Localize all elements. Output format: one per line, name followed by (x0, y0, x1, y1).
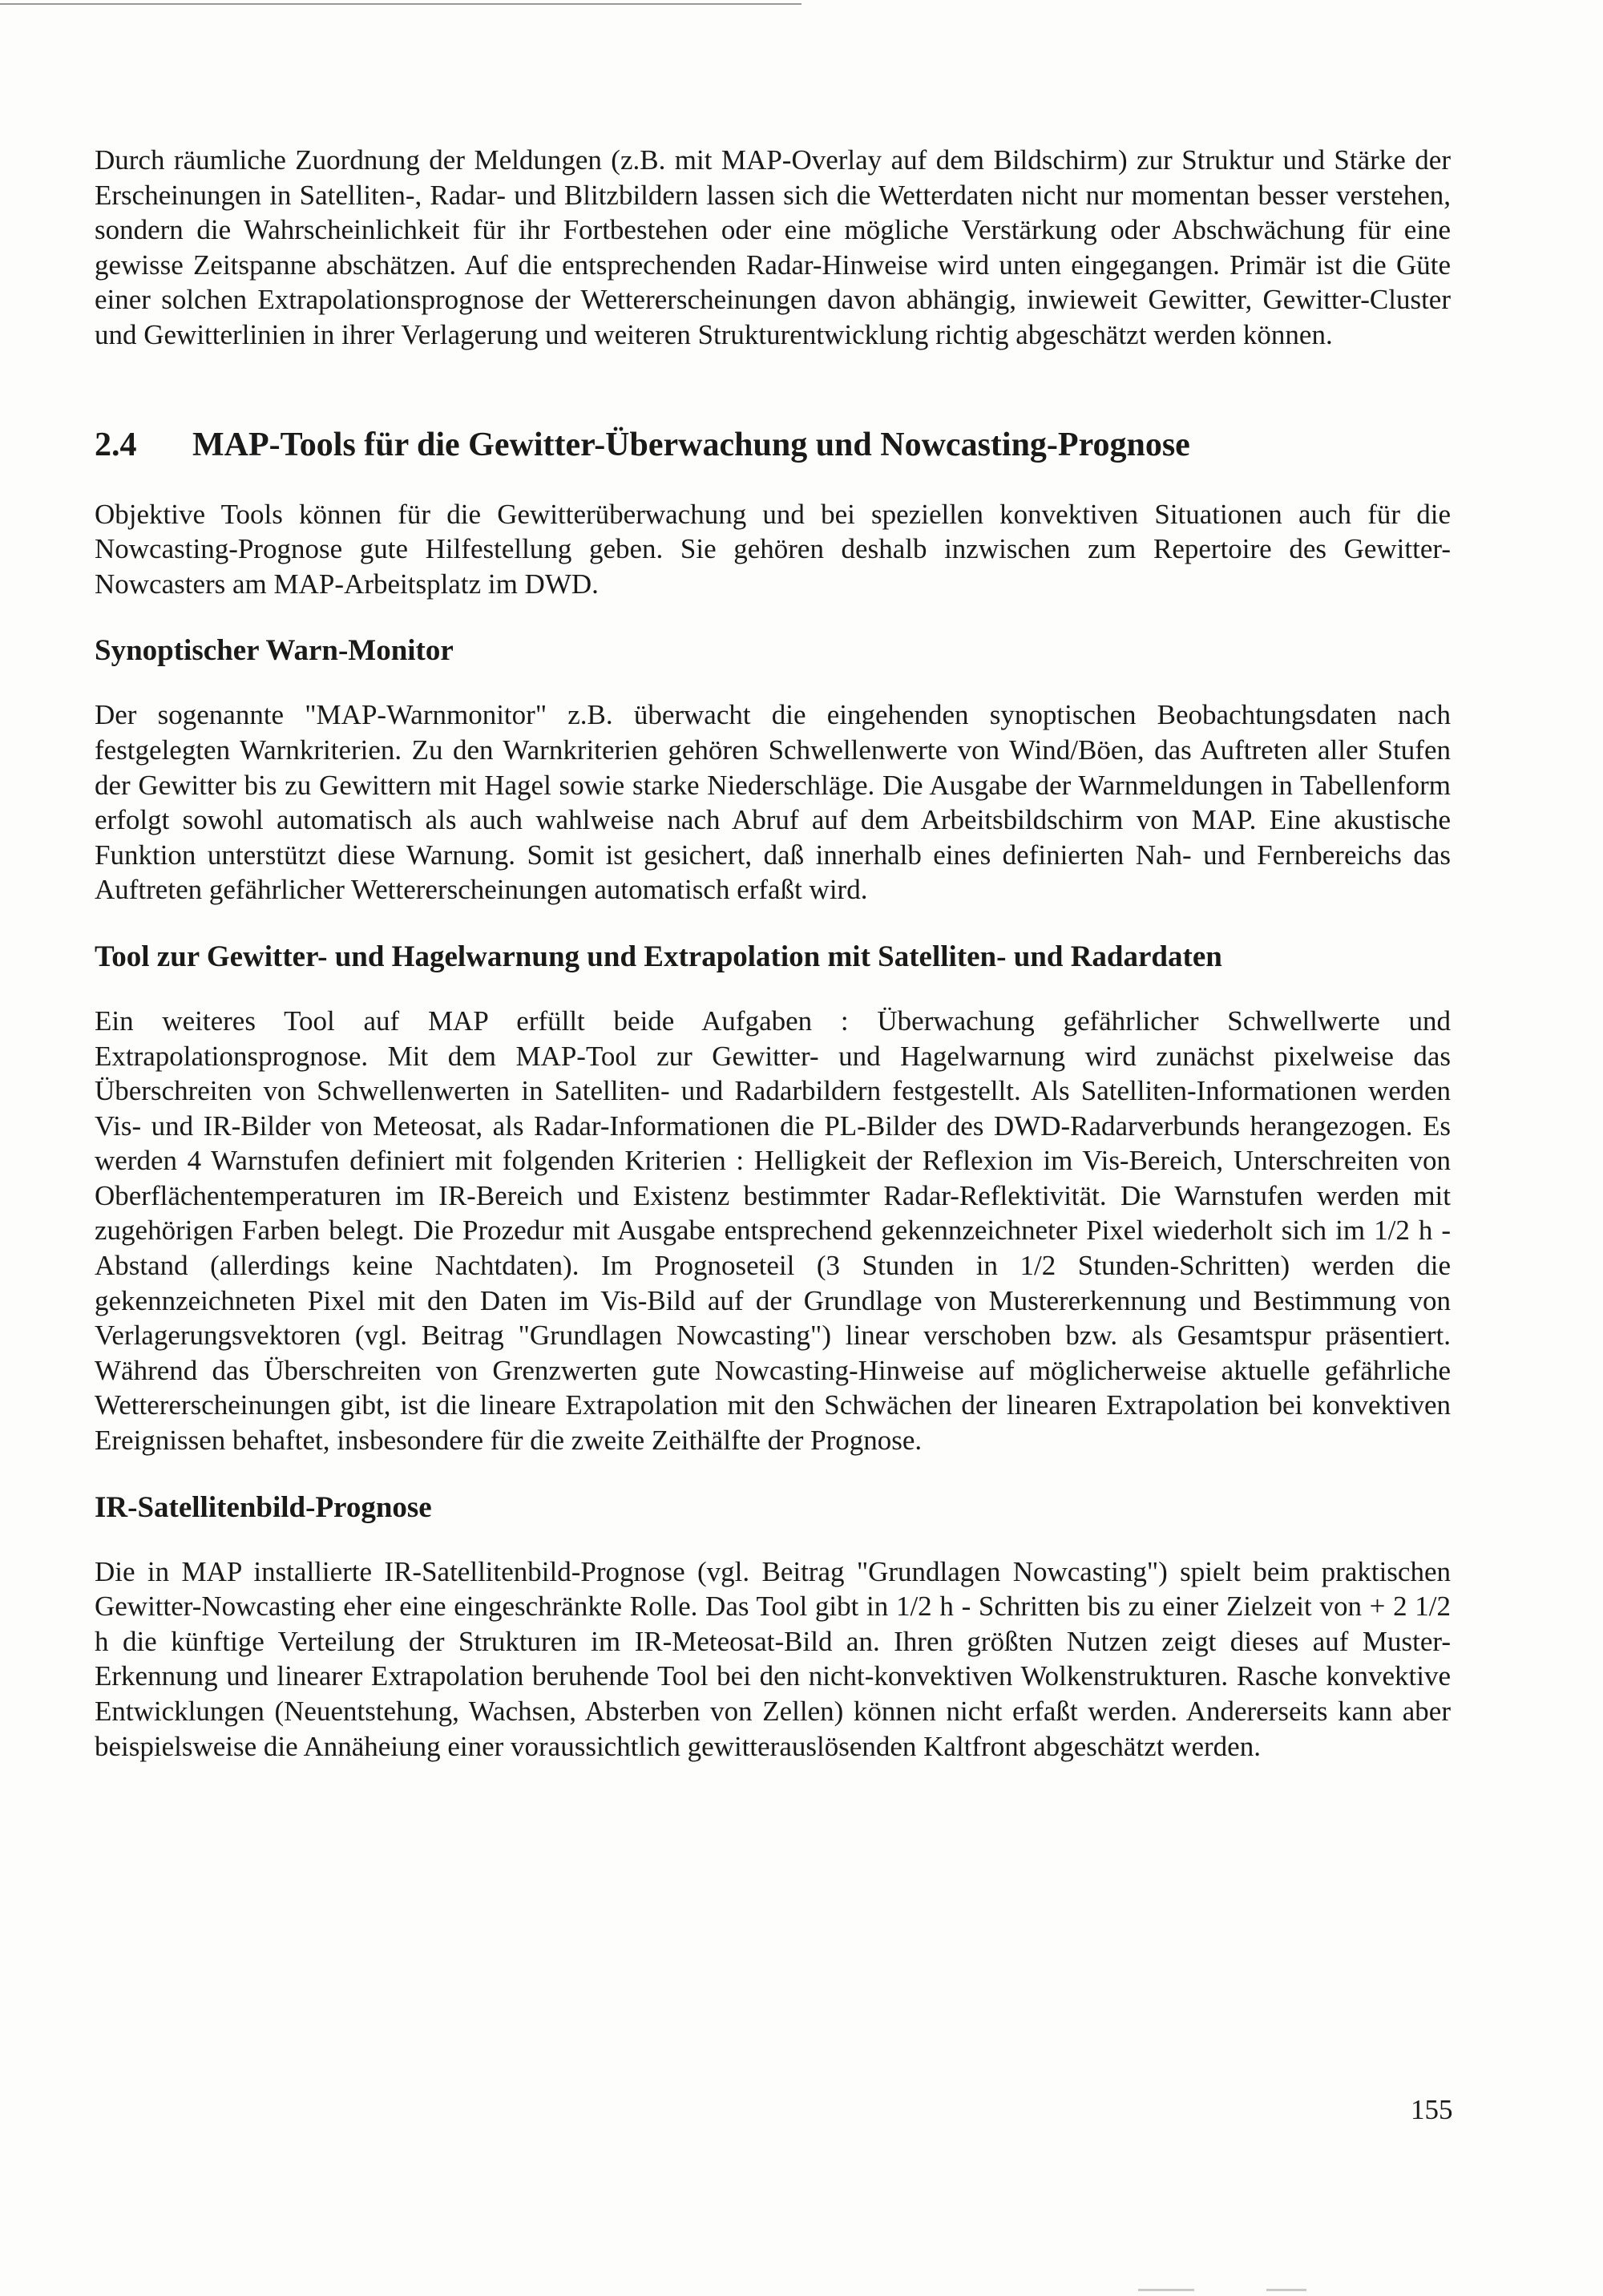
subsection-paragraph-ir-forecast: Die in MAP installierte IR-Satellitenbild-Prognose (vgl. Beitrag "Grundlagen Nowcasting") spielt beim praktischen Gewitter-Nowcasting eher eine eingeschränkte Rolle. Das Tool gibt in 1/2 h - Schritten bis zu einer Zielzeit von + 2 1/2 h die künftige Verteilung der Strukturen im IR-Meteosat-Bild an. Ihren größten Nutzen zeigt dieses auf Muster-Erkennung und linearer Extrapolation beruhende Tool bei den nicht-konvektiven Wolkenstrukturen. Rasche konvektive Entwicklungen (Neuentstehung, Wachsen, Absterben von Zellen) können nicht erfaßt werden. Andererseits kann aber beispielsweise die Annäheiung einer voraussichtlich gewitterauslösenden Kaltfront abgeschätzt werden. (95, 1555, 1451, 1762)
document-page (95, 135, 1451, 1764)
subsection-heading-warn-monitor: Synoptischer Warn-Monitor (95, 634, 454, 668)
subsection-paragraph-warn-monitor: Der sogenannte "MAP-Warnmonitor" z.B. überwacht die eingehenden synoptischen Beobachtungsdaten nach festgelegten Warnkriterien. Zu den Warnkriterien gehören Schwellenwerte von Wind/Böen, das Auftreten aller Stufen der Gewitter bis zu Gewittern mit Hagel sowie starke Niederschläge. Die Ausgabe der Warnmeldungen in Tabellenform erfolgt sowohl automatisch als auch wahlweise nach Abruf auf dem Arbeitsbildschirm von MAP. Eine akustische Funktion unterstützt diese Warnung. Somit ist gesichert, daß innerhalb eines definierten Nah- und Fernbereichs das Auftreten gefährlicher Wettererscheinungen automatisch erfaßt wird. (95, 699, 1451, 906)
intro-paragraph: Durch räumliche Zuordnung der Meldungen (z.B. mit MAP-Overlay auf dem Bildschirm) zur Struktur und Stärke der Erscheinungen in Satelliten-, Radar- und Blitzbildern lassen sich die Wetterdaten nicht nur momentan besser verstehen, sondern die Wahrscheinlichkeit für ihr Fortbestehen oder eine mögliche Verstärkung oder Abschwächung für eine gewisse Zeitspanne abschätzen. Auf die entsprechenden Radar-Hinweise wird unten eingegangen. Primär ist die Güte einer solchen Extrapolationsprognose der Wettererscheinungen davon abhängig, inwieweit Gewitter, Gewitter-Cluster und Gewitterlinien in ihrer Verlagerung und weiteren Strukturentwicklung richtig abgeschätzt werden können. (95, 144, 1451, 350)
subsection-paragraph-hail-tool: Ein weiteres Tool auf MAP erfüllt beide Aufgaben : Überwachung gefährlicher Schwellwerte und Extrapolationsprognose. Mit dem MAP-Tool zur Gewitter- und Hagelwarnung wird zunächst pixelweise das Überschreiten von Schwellenwerten in Satelliten- und Radarbildern festgestellt. Als Satelliten-Informationen werden Vis- und IR-Bilder von Meteosat, als Radar-Informationen die PL-Bilder des DWD-Radarverbunds herangezogen. Es werden 4 Warnstufen definiert mit folgenden Kriterien : Helligkeit der Reflexion im Vis-Bereich, Unterschreiten von Oberflächentemperaturen im IR-Bereich und Existenz bestimmter Radar-Reflektivität. Die Warnstufen werden mit zugehörigen Farben belegt. Die Prozedur mit Ausgabe entsprechend gekennzeichneter Pixel wiederholt sich im 1/2 h - Abstand (allerdings keine Nachtdaten). Im Prognoseteil (3 Stunden in 1/2 Stunden-Schritten) werden die gekennzeichneten Pixel mit den Daten im Vis-Bild auf der Grundlage von Mustererkennung und Bestimmung von Verlagerungsvektoren (vgl. Beitrag "Grundlagen Nowcasting") linear verschoben bzw. als Gesamtspur präsentiert. Während das Überschreiten von Grenzwerten gute Nowcasting-Hinweise auf möglicherweise aktuelle gefährliche Wettererscheinungen gibt, ist die lineare Extrapolation mit den Schwächen der linearen Extrapolation bei konvektiven Ereignissen behaftet, insbesondere für die zweite Zeithälfte der Prognose. (95, 1004, 1451, 1457)
page-number: 155 (1411, 2094, 1453, 2125)
footer-rule-left (1138, 2289, 1194, 2291)
top-rule (0, 3, 802, 5)
footer-rule-right (1266, 2289, 1306, 2291)
subsection-heading-ir-forecast: IR-Satellitenbild-Prognose (95, 1490, 432, 1524)
subsection-heading-hail-tool: Tool zur Gewitter- und Hagelwarnung und Extrapolation mit Satelliten- und Radardaten (95, 940, 1222, 973)
section-title: MAP-Tools für die Gewitter-Überwachung und Nowcasting-Prognose (192, 426, 1190, 463)
section-number: 2.4 (95, 426, 137, 463)
section-intro-paragraph: Objektive Tools können für die Gewitterüberwachung und bei speziellen konvektiven Situationen auch für die Nowcasting-Prognose gute Hilfestellung geben. Sie gehören deshalb inzwischen zum Repertoire des Gewitter-Nowcasters am MAP-Arbeitsplatz im DWD. (95, 498, 1451, 600)
section-heading (95, 425, 1451, 465)
